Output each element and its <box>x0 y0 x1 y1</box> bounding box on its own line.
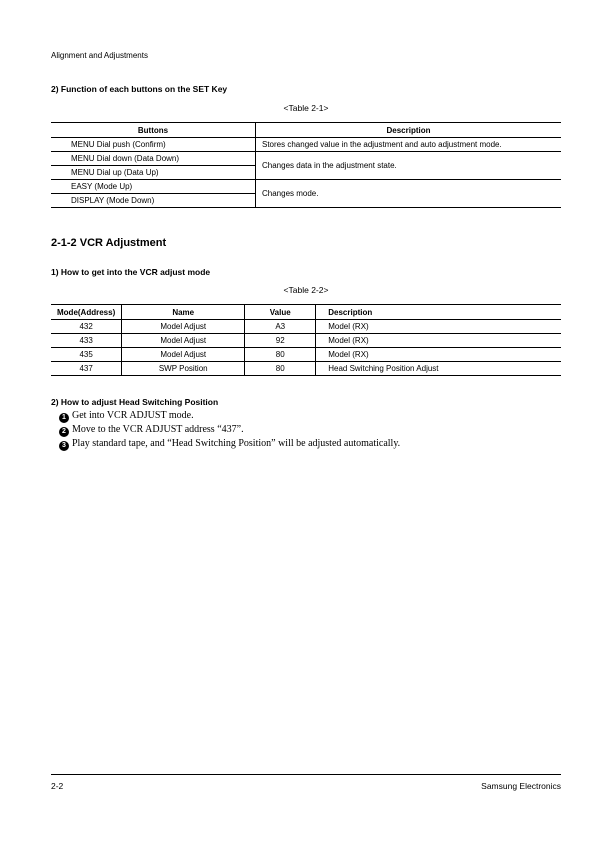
description-cell: Head Switching Position Adjust <box>316 362 561 376</box>
description-cell: Model (RX) <box>316 348 561 362</box>
step-text: Move to the VCR ADJUST address “437”. <box>72 424 244 435</box>
value-cell: 80 <box>245 362 316 376</box>
vcr-adjust-table <box>51 304 561 376</box>
section-title-set-key: 2) Function of each buttons on the SET Key <box>51 84 228 94</box>
description-cell: Model (RX) <box>316 320 561 334</box>
section-title-head-switching: 2) How to adjust Head Switching Position <box>51 397 219 407</box>
mode-cell: 435 <box>51 348 122 362</box>
company-name: Samsung Electronics <box>481 781 561 791</box>
section-heading: 2-1-2 VCR Adjustment <box>51 237 167 249</box>
page-number: 2-2 <box>51 781 64 791</box>
table-header-row <box>51 123 561 138</box>
column-header-description: Description <box>316 305 561 320</box>
table-header-row <box>51 305 561 320</box>
button-cell: DISPLAY (Mode Down) <box>51 194 256 208</box>
name-cell: Model Adjust <box>122 320 245 334</box>
step-item <box>59 438 400 451</box>
footer-divider <box>51 774 561 775</box>
name-cell: Model Adjust <box>122 348 245 362</box>
table-row <box>51 362 561 376</box>
set-key-table <box>51 122 561 208</box>
table-caption-2-1: <Table 2-1> <box>283 103 329 113</box>
step-item <box>59 424 244 437</box>
step-text: Get into VCR ADJUST mode. <box>72 410 194 421</box>
table-caption-2-2: <Table 2-2> <box>283 285 329 295</box>
step-text: Play standard tape, and “Head Switching Position” will be adjusted automatically. <box>72 438 401 449</box>
column-header-value: Value <box>245 305 316 320</box>
button-cell: MENU Dial down (Data Down) <box>51 152 256 166</box>
table-row <box>51 152 561 166</box>
button-cell: EASY (Mode Up) <box>51 180 256 194</box>
step-number-badge: 2 <box>59 427 69 437</box>
column-header-name: Name <box>122 305 245 320</box>
button-cell: MENU Dial up (Data Up) <box>51 166 256 180</box>
running-header: Alignment and Adjustments <box>51 51 148 60</box>
table-row <box>51 138 561 152</box>
step-number-badge: 1 <box>59 413 69 423</box>
description-cell: Changes mode. <box>256 180 562 208</box>
table-row <box>51 348 561 362</box>
button-cell: MENU Dial push (Confirm) <box>51 138 256 152</box>
table-row <box>51 334 561 348</box>
table-row <box>51 180 561 194</box>
section-title-vcr-adjust-mode: 1) How to get into the VCR adjust mode <box>51 267 211 277</box>
value-cell: 92 <box>245 334 316 348</box>
table-row <box>51 320 561 334</box>
description-cell: Model (RX) <box>316 334 561 348</box>
step-item <box>59 410 194 423</box>
column-header-mode: Mode(Address) <box>51 305 122 320</box>
description-cell: Stores changed value in the adjustment and auto adjustment mode. <box>256 138 562 152</box>
description-cell: Changes data in the adjustment state. <box>256 152 562 180</box>
step-number-badge: 3 <box>59 441 69 451</box>
mode-cell: 437 <box>51 362 122 376</box>
column-header-buttons: Buttons <box>51 123 256 138</box>
mode-cell: 433 <box>51 334 122 348</box>
value-cell: 80 <box>245 348 316 362</box>
value-cell: A3 <box>245 320 316 334</box>
name-cell: SWP Position <box>122 362 245 376</box>
column-header-description: Description <box>256 123 562 138</box>
name-cell: Model Adjust <box>122 334 245 348</box>
mode-cell: 432 <box>51 320 122 334</box>
